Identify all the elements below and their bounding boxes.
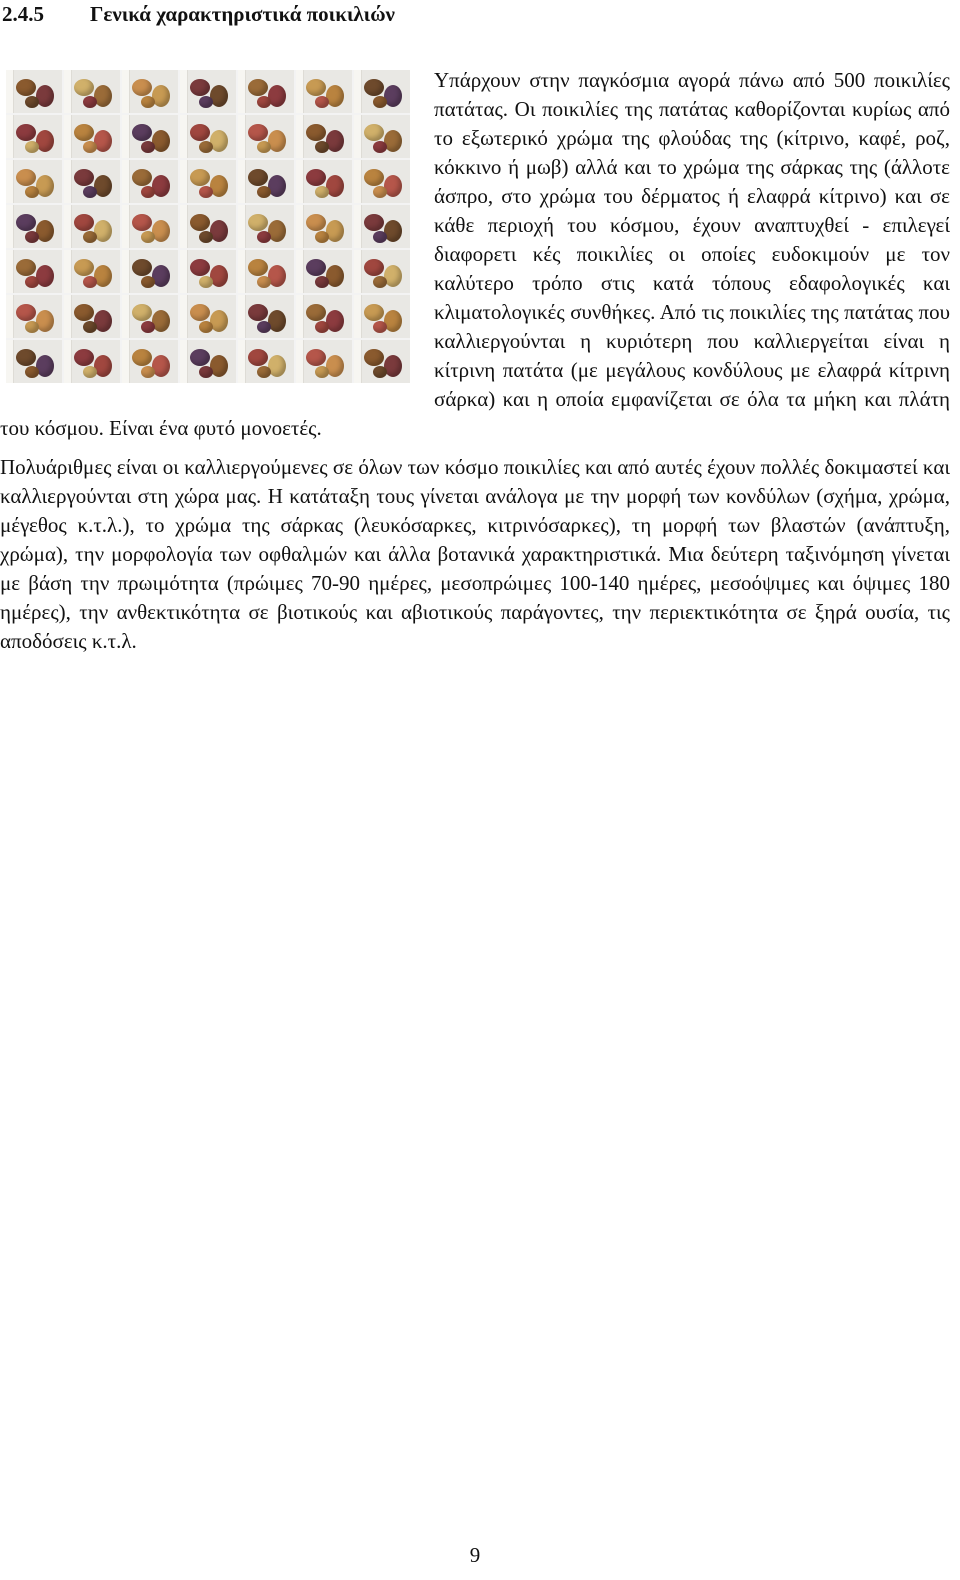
page-number: 9 [469, 1543, 481, 1567]
section-number: 2.4.5 [2, 2, 44, 26]
paragraph-classification: Πολυάριθμες είναι οι καλλιεργούμενες σε όλων των κόσμο ποικιλίες και από αυτές έχουν πολλές δοκιμαστεί και καλλιεργούνται στη χώρα μας. Η κατάταξη τους γίνεται ανάλογα με την μορφή των κονδύλων (σχήμα, χρώμα, μέγεθος κ.τ.λ.), το χρώμα της σάρκας (λευκόσαρκες, κιτρινόσαρκες), τη μορφή των βλαστών (ανάπτυξη, χρώμα), την μορφολογία των οφθαλμών και άλλα βοτανικά χαρακτηριστικά. Μια δεύτερη ταξινόμηση γίνεται με βάση την πρωιμότητα (πρώιμες 70-90 ημέρες, μεσοπρώιμες 100-140 ημέρες, μεσοόψιμες και όψιμες 180 ημέρες), την ανθεκτικότητα σε βιοτικούς και αβιοτικούς παράγοντες, την περιεκτικότητα σε ξηρά ουσία, τις αποδόσεις κ.τ.λ. [0, 455, 950, 653]
article-body [0, 66, 950, 656]
section-title: Γενικά χαρακτηριστικά ποικιλιών [90, 2, 395, 26]
paragraph-intro: Υπάρχουν στην παγκόσμια αγορά πάνω από 500 ποικιλίες πατάτας. Οι ποικιλίες της πατάτας καθορίζονται κυρίως από το εξωτερικό χρώμα της φλούδας της (κίτρινο, καφέ, ροζ, κόκκινο ή μωβ) αλλά και το χρώμα της σάρκας της (άλλοτε άσπρο, στο χρώμα του δέρματος ή ελαφρά κίτρινο) και σε κάθε περιοχή του κόσμου, έχουν αναπτυχθεί - επιλεγεί διαφορετι κές ποικιλίες οι οποίες ευδοκιμούν με τον καλύτερο τρόπο στις κατά τόπους εδαφολογικές και κλιματολογικές συνθήκες. Από τις ποικιλίες της πατάτας που καλλιεργούνται η κυριότερη που καλλιεργείται είναι η κίτρινη πατάτα (με μεγάλους κονδύλους με ελαφρά κίτρινη σάρκα) και η οποία εμφανίζεται σε όλα τα μήκη και πλάτη του κόσμου. Είναι ένα φυτό μονοετές. [0, 68, 950, 440]
figure-wrap-space [0, 66, 434, 404]
section-heading [2, 0, 395, 28]
